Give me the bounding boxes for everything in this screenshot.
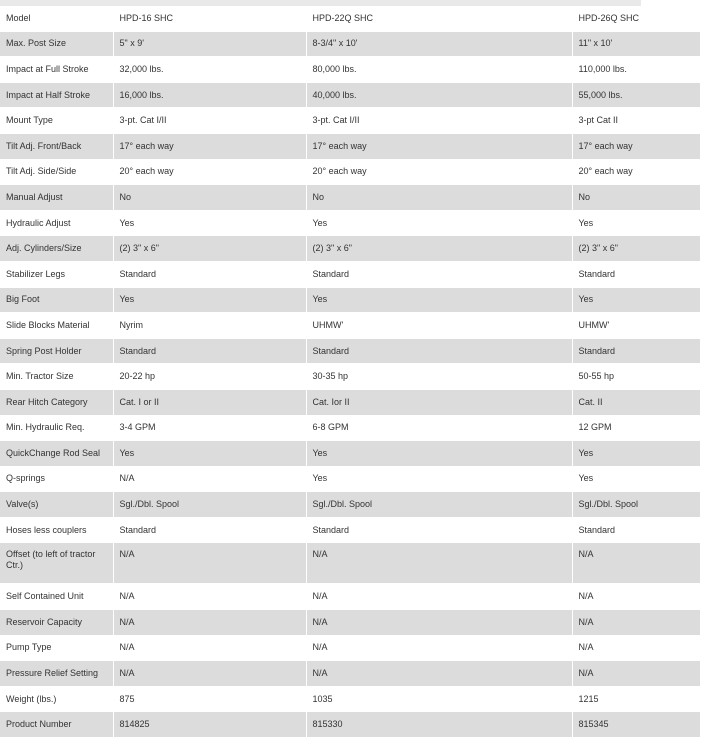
table-row <box>0 261 700 287</box>
table-cell: N/A <box>572 584 700 610</box>
row-label: Impact at Full Stroke <box>0 57 113 83</box>
table-row <box>0 185 700 211</box>
row-label: Hoses less couplers <box>0 517 113 543</box>
table-cell: 110,000 lbs. <box>572 57 700 83</box>
table-cell: 20° each way <box>113 159 306 185</box>
table-cell: N/A <box>306 543 572 584</box>
table-cell: 16,000 lbs. <box>113 82 306 108</box>
table-cell: Standard <box>306 517 572 543</box>
table-cell: N/A <box>113 610 306 636</box>
table-cell: Yes <box>572 441 700 467</box>
table-cell: Yes <box>572 210 700 236</box>
table-cell: 12 GPM <box>572 415 700 441</box>
row-label: Rear Hitch Category <box>0 389 113 415</box>
table-cell: Cat. Ior II <box>306 389 572 415</box>
table-cell: 815345 <box>572 712 700 738</box>
table-cell: Sgl./Dbl. Spool <box>113 492 306 518</box>
column-header-label: Model <box>0 6 113 31</box>
table-cell: Nyrim <box>113 313 306 339</box>
row-label: Tilt Adj. Side/Side <box>0 159 113 185</box>
table-cell: 3-pt Cat II <box>572 108 700 134</box>
table-cell: 20° each way <box>306 159 572 185</box>
table-row <box>0 466 700 492</box>
table-cell: 875 <box>113 686 306 712</box>
table-row <box>0 287 700 313</box>
table-row <box>0 57 700 83</box>
row-label: Big Foot <box>0 287 113 313</box>
table-cell: Yes <box>113 287 306 313</box>
table-cell: 814825 <box>113 712 306 738</box>
table-row <box>0 364 700 390</box>
table-cell: N/A <box>306 661 572 687</box>
table-cell: 50-55 hp <box>572 364 700 390</box>
table-cell: Standard <box>113 517 306 543</box>
row-label: Adj. Cylinders/Size <box>0 236 113 262</box>
table-cell: 17° each way <box>113 133 306 159</box>
table-cell: N/A <box>572 661 700 687</box>
table-cell: 55,000 lbs. <box>572 82 700 108</box>
row-label: Tilt Adj. Front/Back <box>0 133 113 159</box>
table-row <box>0 159 700 185</box>
table-row <box>0 108 700 134</box>
row-label: Weight (lbs.) <box>0 686 113 712</box>
table-cell: 30-35 hp <box>306 364 572 390</box>
table-cell: 20° each way <box>572 159 700 185</box>
row-label: Manual Adjust <box>0 185 113 211</box>
table-cell: No <box>572 185 700 211</box>
table-cell: Cat. I or II <box>113 389 306 415</box>
row-label: Min. Hydraulic Req. <box>0 415 113 441</box>
table-cell: (2) 3" x 6" <box>306 236 572 262</box>
table-cell: 3-pt. Cat I/II <box>113 108 306 134</box>
table-cell: Sgl./Dbl. Spool <box>306 492 572 518</box>
table-cell: 1035 <box>306 686 572 712</box>
spec-table-body <box>0 6 700 738</box>
table-header-row <box>0 6 700 31</box>
table-cell: (2) 3" x 6" <box>572 236 700 262</box>
row-label: Reservoir Capacity <box>0 610 113 636</box>
table-cell: N/A <box>306 584 572 610</box>
table-row <box>0 338 700 364</box>
table-cell: N/A <box>113 543 306 584</box>
row-label: Offset (to left of tractor Ctr.) <box>0 543 113 584</box>
table-cell: N/A <box>306 635 572 661</box>
table-cell: Yes <box>306 287 572 313</box>
row-label: Hydraulic Adjust <box>0 210 113 236</box>
table-row <box>0 492 700 518</box>
table-row <box>0 133 700 159</box>
table-cell: 11" x 10' <box>572 31 700 57</box>
column-header-hpd-16: HPD-16 SHC <box>113 6 306 31</box>
table-cell: N/A <box>572 543 700 584</box>
table-cell: Yes <box>306 441 572 467</box>
table-row <box>0 313 700 339</box>
table-row <box>0 236 700 262</box>
table-cell: N/A <box>306 610 572 636</box>
table-cell: 1215 <box>572 686 700 712</box>
table-cell: 6-8 GPM <box>306 415 572 441</box>
row-label: Stabilizer Legs <box>0 261 113 287</box>
table-cell: N/A <box>113 661 306 687</box>
row-label: Impact at Half Stroke <box>0 82 113 108</box>
table-row <box>0 584 700 610</box>
table-cell: Yes <box>113 441 306 467</box>
table-cell: 3-4 GPM <box>113 415 306 441</box>
table-cell: Standard <box>572 517 700 543</box>
row-label: Spring Post Holder <box>0 338 113 364</box>
row-label: Q-springs <box>0 466 113 492</box>
table-cell: 80,000 lbs. <box>306 57 572 83</box>
table-row <box>0 31 700 57</box>
table-cell: Standard <box>572 261 700 287</box>
table-row <box>0 686 700 712</box>
table-cell: Standard <box>306 261 572 287</box>
table-cell: N/A <box>572 635 700 661</box>
table-cell: No <box>113 185 306 211</box>
table-cell: Yes <box>572 466 700 492</box>
row-label: Product Number <box>0 712 113 738</box>
table-row <box>0 661 700 687</box>
table-cell: Cat. II <box>572 389 700 415</box>
table-row <box>0 712 700 738</box>
table-cell: N/A <box>572 610 700 636</box>
table-cell: Standard <box>572 338 700 364</box>
table-cell: Yes <box>306 210 572 236</box>
row-label: Valve(s) <box>0 492 113 518</box>
table-cell: No <box>306 185 572 211</box>
table-cell: Standard <box>113 338 306 364</box>
table-cell: Yes <box>572 287 700 313</box>
table-cell: UHMW' <box>306 313 572 339</box>
table-cell: Yes <box>306 466 572 492</box>
table-cell: 8-3/4" x 10' <box>306 31 572 57</box>
table-cell: Standard <box>306 338 572 364</box>
table-cell: 3-pt. Cat I/II <box>306 108 572 134</box>
table-cell: UHMW' <box>572 313 700 339</box>
table-cell: N/A <box>113 635 306 661</box>
table-cell: N/A <box>113 584 306 610</box>
table-cell: (2) 3" x 6" <box>113 236 306 262</box>
column-header-hpd-26q: HPD-26Q SHC <box>572 6 700 31</box>
row-label: QuickChange Rod Seal <box>0 441 113 467</box>
table-cell: 815330 <box>306 712 572 738</box>
row-label: Pump Type <box>0 635 113 661</box>
table-row <box>0 517 700 543</box>
table-row <box>0 610 700 636</box>
table-cell: Sgl./Dbl. Spool <box>572 492 700 518</box>
table-row <box>0 441 700 467</box>
table-cell: 17° each way <box>306 133 572 159</box>
row-label: Min. Tractor Size <box>0 364 113 390</box>
column-header-hpd-22q: HPD-22Q SHC <box>306 6 572 31</box>
table-row <box>0 82 700 108</box>
table-cell: 20-22 hp <box>113 364 306 390</box>
table-row <box>0 210 700 236</box>
table-cell: 40,000 lbs. <box>306 82 572 108</box>
table-row <box>0 543 700 584</box>
table-cell: Standard <box>113 261 306 287</box>
row-label: Self Contained Unit <box>0 584 113 610</box>
table-row <box>0 635 700 661</box>
spec-table <box>0 6 701 738</box>
table-cell: N/A <box>113 466 306 492</box>
table-cell: 17° each way <box>572 133 700 159</box>
table-row <box>0 389 700 415</box>
table-cell: 5" x 9' <box>113 31 306 57</box>
row-label: Max. Post Size <box>0 31 113 57</box>
table-row <box>0 415 700 441</box>
row-label: Pressure Relief Setting <box>0 661 113 687</box>
row-label: Mount Type <box>0 108 113 134</box>
table-cell: 32,000 lbs. <box>113 57 306 83</box>
table-cell: Yes <box>113 210 306 236</box>
row-label: Slide Blocks Material <box>0 313 113 339</box>
